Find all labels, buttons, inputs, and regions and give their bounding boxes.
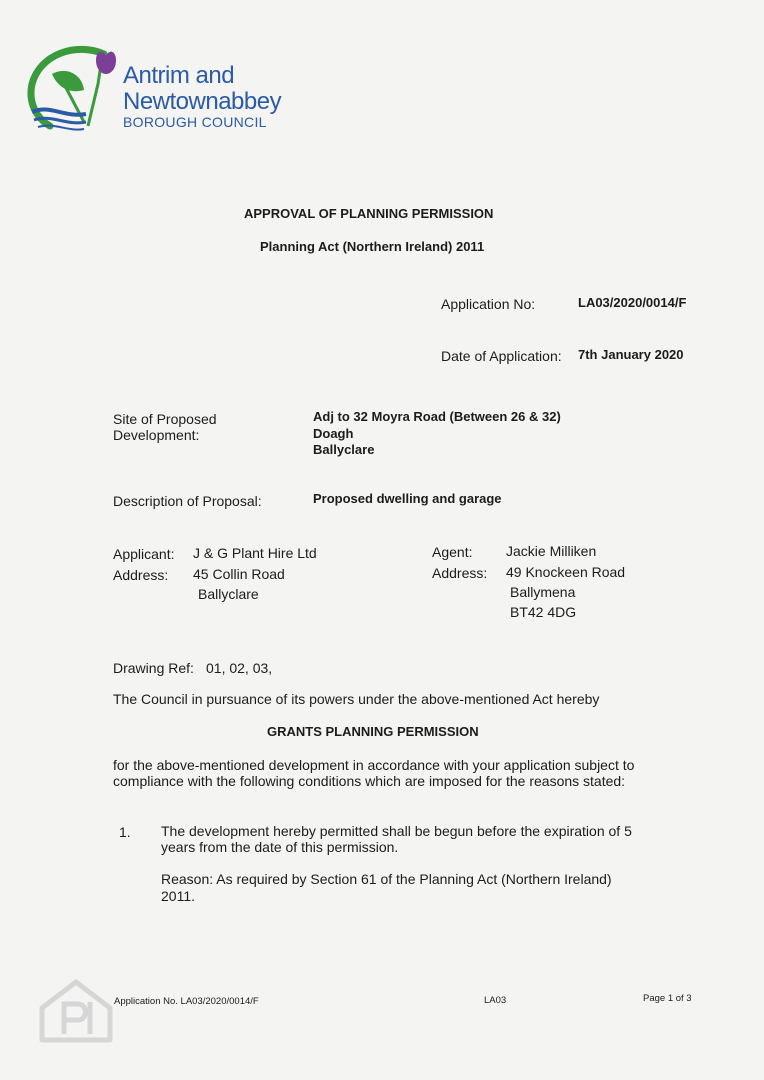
site-address-line1: Adj to 32 Moyra Road (Between 26 & 32) xyxy=(313,409,561,424)
conditions-intro-line1: for the above-mentioned development in accordance with your application subject to xyxy=(113,757,635,773)
condition-reason-line1: Reason: As required by Section 61 of the Planning Act (Northern Ireland) xyxy=(161,871,612,887)
applicant-address-label: Address: xyxy=(113,567,169,583)
watermark-logo-icon xyxy=(36,976,116,1046)
applicant-label: Applicant: xyxy=(113,546,175,562)
proposal-value: Proposed dwelling and garage xyxy=(313,491,502,506)
council-name-line2: Newtownabbey xyxy=(123,88,282,115)
act-title: Planning Act (Northern Ireland) 2011 xyxy=(260,239,485,254)
site-label-line1: Site of Proposed xyxy=(113,411,217,427)
footer-page-number: Page 1 of 3 xyxy=(643,993,692,1004)
council-logo-icon xyxy=(26,44,126,136)
footer-code: LA03 xyxy=(484,995,507,1006)
application-date-label: Date of Application: xyxy=(441,348,562,364)
footer-application-no: Application No. LA03/2020/0014/F xyxy=(114,996,259,1007)
site-label-line2: Development: xyxy=(113,427,200,443)
condition-text-line1: The development hereby permitted shall be begun before the expiration of 5 xyxy=(161,823,632,839)
applicant-name: J & G Plant Hire Ltd xyxy=(193,545,317,561)
agent-address-line1: 49 Knockeen Road xyxy=(506,564,626,580)
drawing-ref-value: 01, 02, 03, xyxy=(206,660,273,676)
condition-number: 1. xyxy=(119,824,131,840)
agent-name: Jackie Milliken xyxy=(506,543,597,559)
agent-address-line2: Ballymena xyxy=(510,584,576,600)
applicant-address-line2: Ballyclare xyxy=(198,586,259,602)
council-name-line1: Antrim and xyxy=(123,62,235,89)
council-name-line3: BOROUGH COUNCIL xyxy=(123,114,267,130)
agent-label: Agent: xyxy=(432,544,473,560)
proposal-label: Description of Proposal: xyxy=(113,493,262,509)
condition-text-line2: years from the date of this permission. xyxy=(161,839,399,855)
application-no-value: LA03/2020/0014/F xyxy=(578,295,687,310)
site-address-line2: Doagh xyxy=(313,426,354,441)
intro-text: The Council in pursuance of its powers under the above-mentioned Act hereby xyxy=(113,691,600,707)
conditions-intro-line2: compliance with the following conditions which are imposed for the reasons stated: xyxy=(113,773,626,789)
drawing-ref-label: Drawing Ref: xyxy=(113,660,194,676)
site-address-line3: Ballyclare xyxy=(313,442,375,457)
agent-address-line3: BT42 4DG xyxy=(510,604,577,620)
agent-address-label: Address: xyxy=(432,565,488,581)
applicant-address-line1: 45 Collin Road xyxy=(193,566,285,582)
document-title: APPROVAL OF PLANNING PERMISSION xyxy=(244,206,494,221)
grant-heading: GRANTS PLANNING PERMISSION xyxy=(267,724,479,739)
application-no-label: Application No: xyxy=(441,296,536,312)
condition-reason-line2: 2011. xyxy=(161,888,195,904)
application-date-value: 7th January 2020 xyxy=(578,347,684,362)
